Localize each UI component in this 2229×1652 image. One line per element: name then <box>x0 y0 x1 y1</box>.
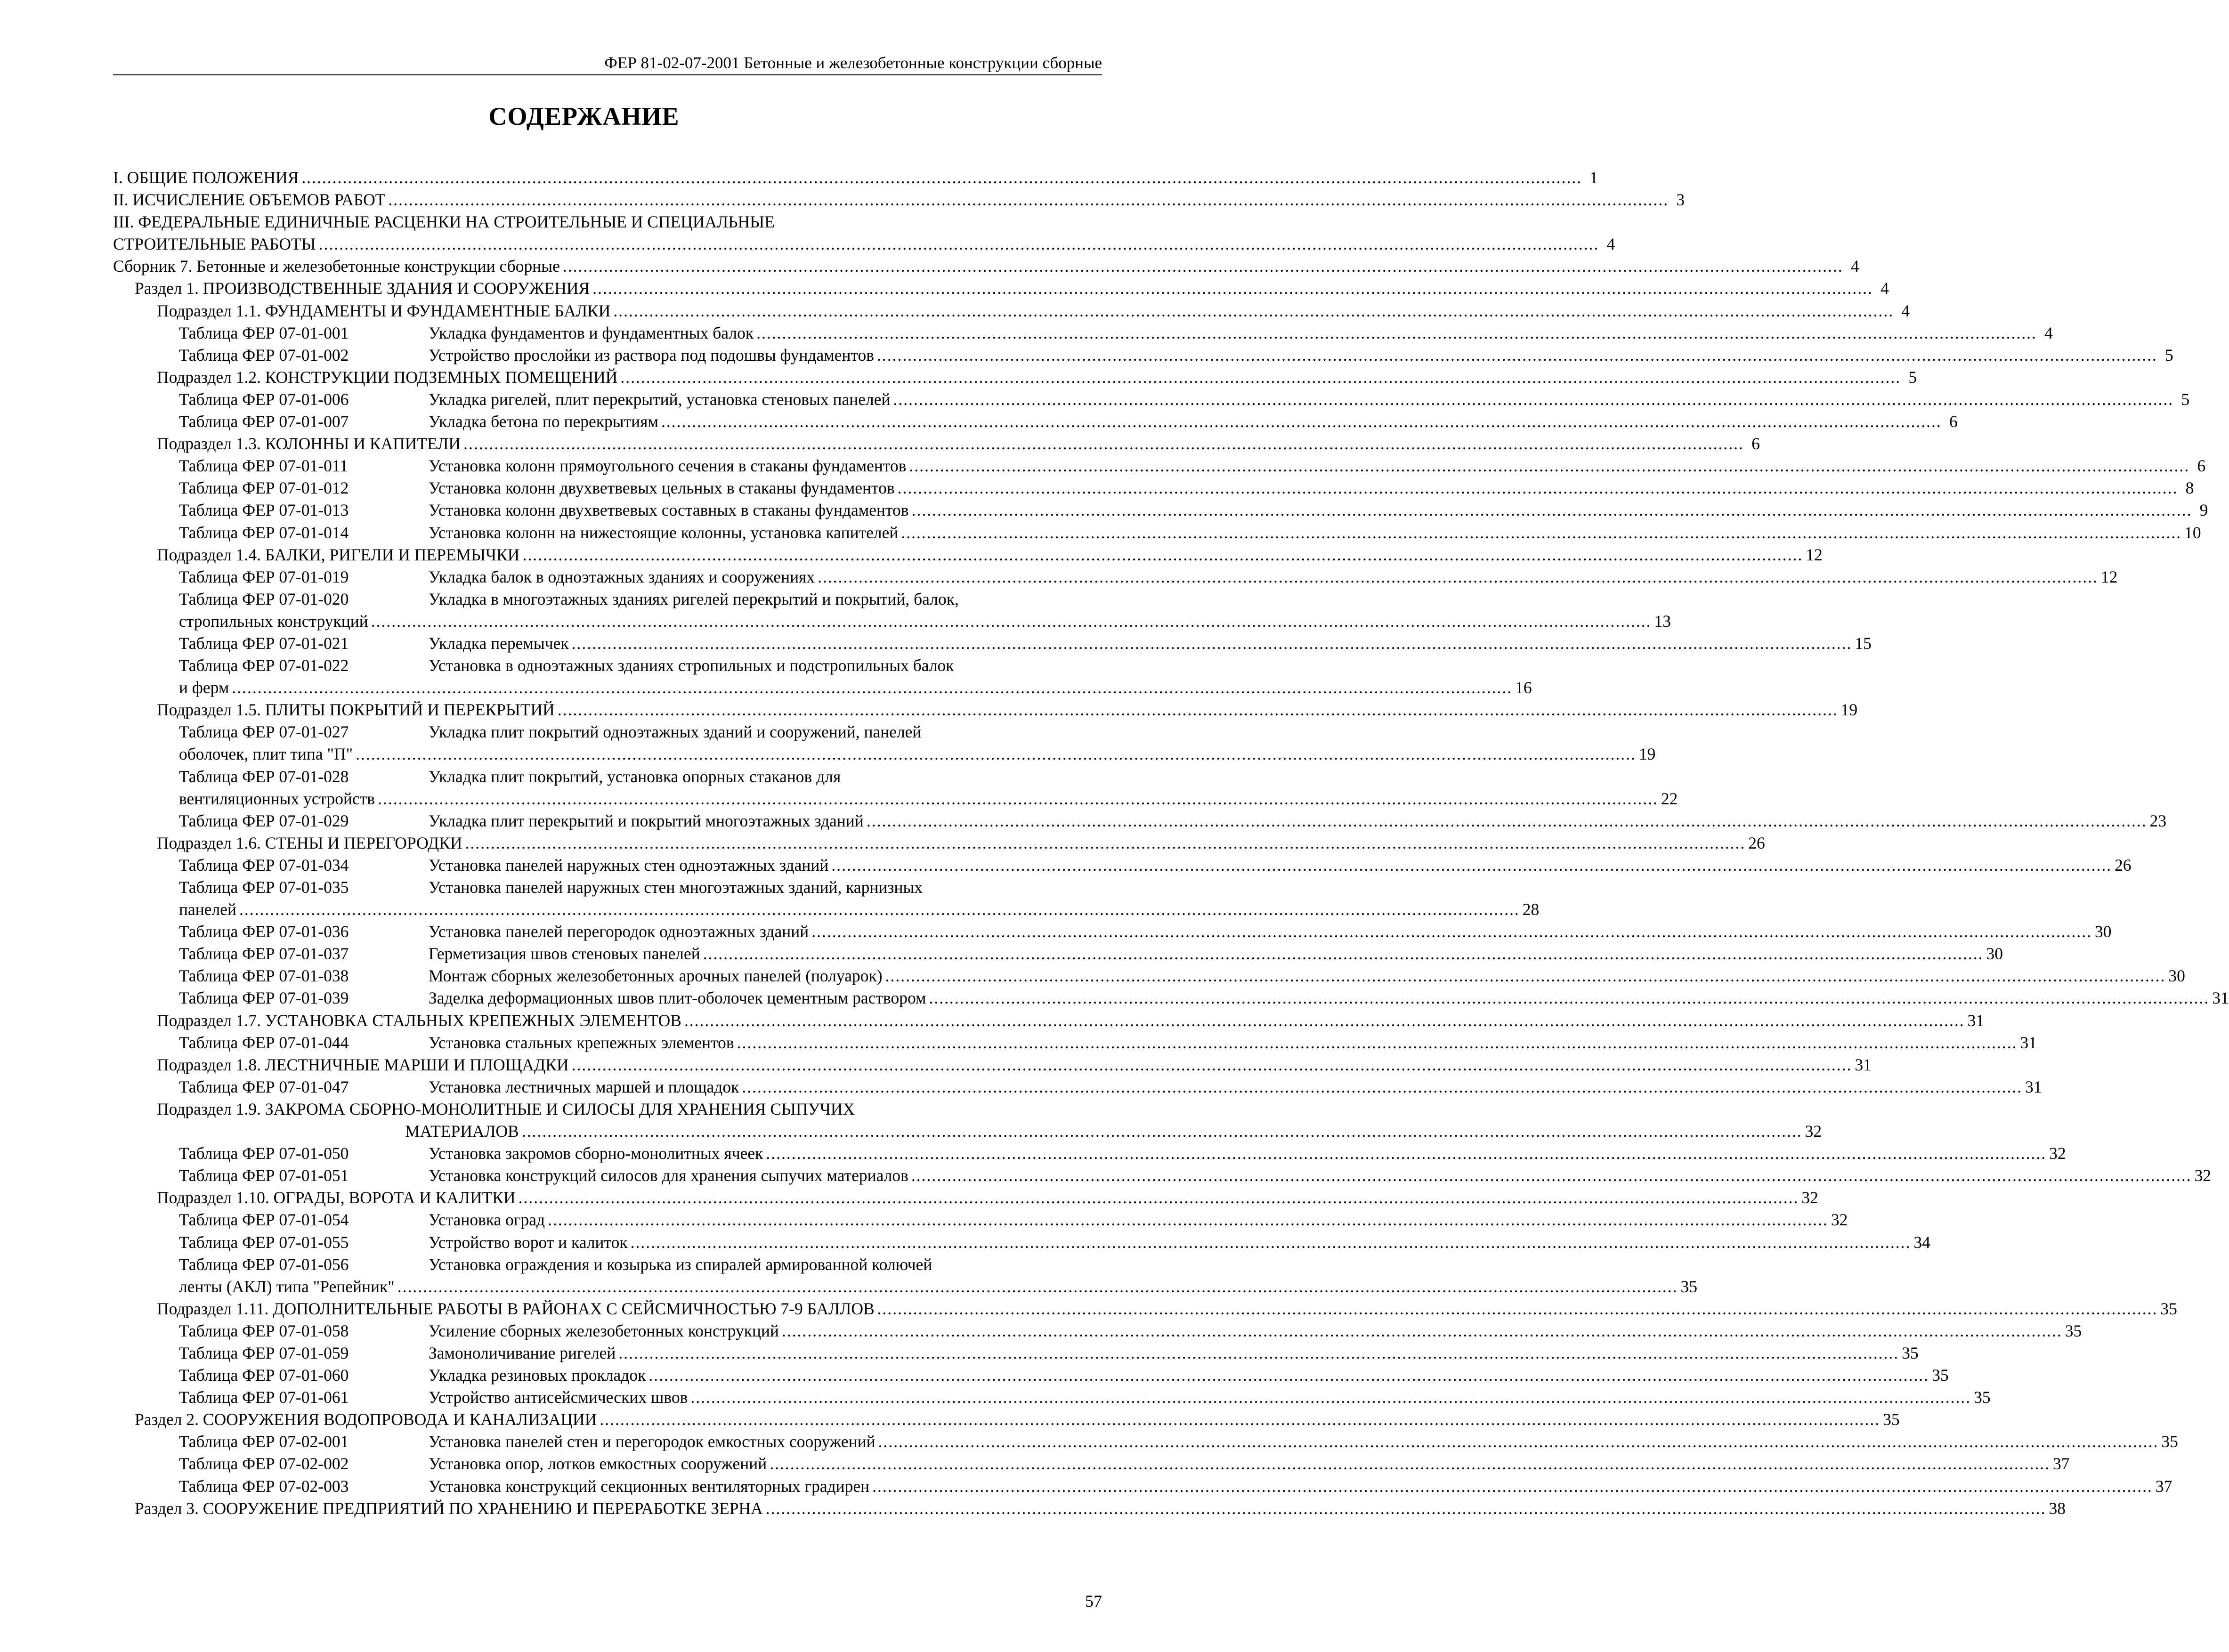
toc-leader: .......................................................................................................................................................................................................................................................... <box>872 1476 2153 1496</box>
toc-entry[interactable] <box>113 1187 1818 1209</box>
toc-entry-title: Подраздел 1.4. БАЛКИ, РИГЕЛИ И ПЕРЕМЫЧКИ <box>157 545 520 564</box>
toc-entry-title: Замоноличивание ригелей <box>429 1343 616 1362</box>
toc-page-number: 23 <box>2149 811 2167 830</box>
toc-table-code: Таблица ФЕР 07-01-013 <box>179 501 349 520</box>
toc-entry-line[interactable] <box>113 1254 1102 1276</box>
toc-leader: .......................................................................................................................................................................................................................................................... <box>571 1055 1852 1074</box>
toc-table-code: Таблица ФЕР 07-01-022 <box>179 656 349 675</box>
toc-entry-title: Установка панелей наружных стен одноэтажных зданий <box>429 855 829 875</box>
toc-entry[interactable] <box>113 1498 2066 1520</box>
toc-entry-line[interactable] <box>113 211 1102 233</box>
toc-entry[interactable] <box>113 1386 1991 1409</box>
toc-entry[interactable] <box>113 788 1678 810</box>
toc-entry[interactable] <box>113 1431 2178 1453</box>
toc-entry-title: Подраздел 1.5. ПЛИТЫ ПОКРЫТИЙ И ПЕРЕКРЫТИЙ <box>157 700 555 720</box>
toc-entry-title: Подраздел 1.9. ЗАКРОМА СБОРНО-МОНОЛИТНЫЕ И СИЛОСЫ ДЛЯ ХРАНЕНИЯ СЫПУЧИХ <box>157 1099 855 1118</box>
toc-table-code: Таблица ФЕР 07-01-037 <box>179 944 349 964</box>
toc-entry[interactable] <box>113 699 1858 721</box>
toc-table-code: Таблица ФЕР 07-01-012 <box>179 478 349 498</box>
toc-entry[interactable] <box>113 987 2229 1009</box>
toc-entry[interactable] <box>113 366 1917 389</box>
toc-entry[interactable] <box>113 810 2167 832</box>
toc-leader: .......................................................................................................................................................................................................................................................... <box>909 456 2190 476</box>
toc-leader: .......................................................................................................................................................................................................................................................... <box>522 545 1803 564</box>
toc-leader: .......................................................................................................................................................................................................................................................... <box>301 168 1582 187</box>
toc-entry[interactable] <box>113 544 1823 566</box>
toc-entry-title: Усиление сборных железобетонных конструкций <box>429 1321 779 1340</box>
toc-table-code: Таблица ФЕР 07-01-014 <box>179 523 349 542</box>
toc-entry[interactable] <box>113 1342 1919 1364</box>
toc-table-code: Таблица ФЕР 07-02-001 <box>179 1432 349 1451</box>
toc-entry[interactable] <box>113 921 2112 943</box>
toc-leader: .......................................................................................................................................................................................................................................................... <box>562 257 1843 276</box>
toc-entry-title: Укладка в многоэтажных зданиях ригелей перекрытий и покрытий, балок, <box>429 589 959 608</box>
toc-entry[interactable] <box>113 277 1889 300</box>
toc-leader: .......................................................................................................................................................................................................................................................... <box>239 900 1520 919</box>
toc-table-code: Таблица ФЕР 07-01-061 <box>179 1388 349 1407</box>
toc-table-code: Таблица ФЕР 07-01-035 <box>179 878 349 897</box>
toc-leader: .......................................................................................................................................................................................................................................................... <box>521 1122 1802 1141</box>
toc-entry-title: Укладка балок в одноэтажных зданиях и сооружениях <box>429 567 815 586</box>
toc-entry[interactable] <box>113 1276 1698 1298</box>
page-title: СОДЕРЖАНИЕ <box>488 102 680 130</box>
toc-leader: .......................................................................................................................................................................................................................................................... <box>831 855 2112 875</box>
toc-leader: .......................................................................................................................................................................................................................................................... <box>592 279 1873 298</box>
toc-table-code: Таблица ФЕР 07-01-001 <box>179 323 349 342</box>
toc-leader: .......................................................................................................................................................................................................................................................... <box>318 235 1599 254</box>
toc-entry-title: Установка оград <box>429 1210 545 1230</box>
toc-page-number: 28 <box>1522 900 1540 919</box>
toc-entry-title: Раздел 2. СООРУЖЕНИЯ ВОДОПРОВОДА И КАНАЛИЗАЦИИ <box>135 1410 597 1429</box>
toc-leader: .......................................................................................................................................................................................................................................................... <box>766 1144 2047 1163</box>
toc-page-number: 4 <box>1901 301 1910 320</box>
toc-leader: .......................................................................................................................................................................................................................................................... <box>613 301 1894 320</box>
toc-entry[interactable] <box>113 899 1540 921</box>
toc-table-code: Таблица ФЕР 07-01-029 <box>179 811 349 830</box>
toc-entry-title: Установка колонн прямоугольного сечения в стаканы фундаментов <box>429 456 907 476</box>
toc-entry-title: Установка колонн на нижестоящие колонны, установка капителей <box>429 523 899 542</box>
toc-leader: .......................................................................................................................................................................................................................................................... <box>378 789 1658 808</box>
toc-entry[interactable] <box>113 1209 1848 1231</box>
toc-leader: .......................................................................................................................................................................................................................................................... <box>397 1277 1678 1296</box>
toc-entry-title: Подраздел 1.6. СТЕНЫ И ПЕРЕГОРОДКИ <box>157 833 462 852</box>
page-number: 57 <box>1085 1592 1102 1611</box>
toc-page-number: 31 <box>2025 1077 2042 1096</box>
toc-page-number: 35 <box>2065 1321 2082 1340</box>
toc-entry-title: Укладка резиновых прокладок <box>429 1366 646 1385</box>
toc-table-code: Таблица ФЕР 07-01-055 <box>179 1232 349 1252</box>
toc-leader: .......................................................................................................................................................................................................................................................... <box>818 567 2098 586</box>
toc-page-number: 30 <box>1986 944 2003 964</box>
toc-page-number: 3 <box>1676 190 1685 210</box>
toc-page-number: 31 <box>2212 988 2229 1008</box>
toc-table-code: Таблица ФЕР 07-01-021 <box>179 633 349 653</box>
toc-entry[interactable] <box>113 1054 1872 1076</box>
toc-table-code: Таблица ФЕР 07-01-027 <box>179 722 349 742</box>
running-header: ФЕР 81-02-07-2001 Бетонные и железобетонные конструкции сборные <box>113 53 1102 75</box>
toc-leader: .......................................................................................................................................................................................................................................................... <box>866 811 2147 830</box>
toc-page-number: 32 <box>1801 1188 1818 1207</box>
toc-page-number: 12 <box>1806 545 1823 564</box>
toc-entry[interactable] <box>113 943 2003 965</box>
toc-leader: .......................................................................................................................................................................................................................................................... <box>618 1343 1899 1362</box>
toc-table-code: Таблица ФЕР 07-01-019 <box>179 567 349 586</box>
toc-leader: .......................................................................................................................................................................................................................................................... <box>811 922 2092 941</box>
toc-entry-title: Установка колонн двухветвевых цельных в стаканы фундаментов <box>429 478 895 498</box>
toc-entry-title: Установка панелей наружных стен многоэтажных зданий, карнизных <box>429 878 923 897</box>
toc-entry[interactable] <box>113 1298 2177 1320</box>
toc-page-number: 37 <box>2155 1476 2172 1496</box>
toc-page-number: 19 <box>1638 745 1656 764</box>
toc-leader: .......................................................................................................................................................................................................................................................... <box>770 1454 2050 1474</box>
toc-page-number: 35 <box>1680 1277 1698 1296</box>
toc-table-code: Таблица ФЕР 07-01-060 <box>179 1366 349 1385</box>
toc-leader: .......................................................................................................................................................................................................................................................... <box>703 944 1984 964</box>
toc-table-code: Таблица ФЕР 07-01-039 <box>179 988 349 1008</box>
toc-leader: .......................................................................................................................................................................................................................................................... <box>690 1388 1971 1407</box>
toc-entry-title-cont: ленты (АКЛ) типа "Репейник" <box>179 1277 395 1296</box>
toc-page-number: 31 <box>2020 1033 2037 1052</box>
toc-leader: .......................................................................................................................................................................................................................................................... <box>885 966 2166 986</box>
toc-page-number: 13 <box>1654 611 1671 631</box>
toc-leader: .......................................................................................................................................................................................................................................................... <box>737 1033 2018 1052</box>
toc-entry-line[interactable] <box>113 876 1102 899</box>
toc-entry-title: Подраздел 1.7. УСТАНОВКА СТАЛЬНЫХ КРЕПЕЖНЫХ ЭЛЕМЕНТОВ <box>157 1011 681 1030</box>
toc-entry[interactable] <box>113 233 1615 255</box>
toc-page-number: 32 <box>2049 1144 2066 1163</box>
toc-leader: .......................................................................................................................................................................................................................................................... <box>742 1077 2023 1096</box>
toc-entry-title: Подраздел 1.1. ФУНДАМЕНТЫ И ФУНДАМЕНТНЫЕ БАЛКИ <box>157 301 611 320</box>
toc-page-number: 6 <box>1751 434 1760 453</box>
toc-leader: .......................................................................................................................................................................................................................................................... <box>661 412 1942 431</box>
toc-page-number: 4 <box>1850 257 1859 276</box>
toc-entry[interactable] <box>113 610 1671 632</box>
toc-leader: .......................................................................................................................................................................................................................................................... <box>600 1410 1880 1429</box>
toc-entry[interactable] <box>113 433 1760 455</box>
toc-entry-title: Укладка фундаментов и фундаментных балок <box>429 323 754 342</box>
toc-page-number: 6 <box>2197 456 2206 476</box>
toc-leader: .......................................................................................................................................................................................................................................................... <box>877 345 2157 364</box>
toc-entry-title: II. ИСЧИСЛЕНИЕ ОБЪЕМОВ РАБОТ <box>113 190 386 210</box>
toc-entry-title: Устройство антисейсмических швов <box>429 1388 688 1407</box>
toc-page-number: 5 <box>2165 345 2173 364</box>
toc-entry-title: Укладка плит перекрытий и покрытий многоэтажных зданий <box>429 811 864 830</box>
toc-page-number: 37 <box>2052 1454 2070 1474</box>
toc-table-code: Таблица ФЕР 07-01-007 <box>179 412 349 431</box>
toc-entry-title: Укладка плит покрытий, установка опорных стаканов для <box>429 767 841 786</box>
toc-entry[interactable] <box>113 189 1685 211</box>
toc-page-number: 35 <box>1902 1343 1919 1362</box>
toc-entry-title: Установка в одноэтажных зданиях стропильных и подстропильных балок <box>429 656 954 675</box>
table-of-contents <box>113 167 2229 1520</box>
toc-page-number: 4 <box>2044 323 2053 342</box>
toc-page-number: 32 <box>2194 1166 2212 1185</box>
toc-entry-title: Установка ограждения и козырька из спиралей армированной колючей <box>429 1255 932 1274</box>
toc-page-number: 5 <box>2181 389 2190 409</box>
toc-entry-title: Установка стальных крепежных элементов <box>429 1033 734 1052</box>
toc-entry-title: Устройство прослойки из раствора под подошвы фундаментов <box>429 345 875 364</box>
toc-entry[interactable] <box>113 832 1765 854</box>
toc-entry-title: Укладка бетона по перекрытиям <box>429 412 658 431</box>
toc-page-number: 1 <box>1589 168 1598 187</box>
toc-leader: .......................................................................................................................................................................................................................................................... <box>911 1166 2192 1185</box>
toc-page-number: 31 <box>1855 1055 1872 1074</box>
toc-page-number: 9 <box>2199 501 2208 520</box>
toc-entry[interactable] <box>113 743 1656 765</box>
toc-entry-title: Установка закромов сборно-монолитных ячеек <box>429 1144 763 1163</box>
toc-leader: .......................................................................................................................................................................................................................................................... <box>620 367 1901 387</box>
toc-entry-title: Установка опор, лотков емкостных сооружений <box>429 1454 767 1474</box>
toc-entry-title: Монтаж сборных железобетонных арочных панелей (полуарок) <box>429 966 883 986</box>
toc-table-code: Таблица ФЕР 07-02-002 <box>179 1454 349 1474</box>
toc-entry-title: Заделка деформационных швов плит-оболочек цементным раствором <box>429 988 926 1008</box>
toc-page-number: 31 <box>1967 1011 1985 1030</box>
toc-page-number: 16 <box>1515 678 1532 697</box>
toc-table-code: Таблица ФЕР 07-01-047 <box>179 1077 349 1096</box>
toc-entry[interactable] <box>113 566 2118 588</box>
toc-leader: .......................................................................................................................................................................................................................................................... <box>571 633 1852 653</box>
toc-leader: .......................................................................................................................................................................................................................................................... <box>463 434 1744 453</box>
toc-entry-title: Укладка ригелей, плит перекрытий, установка стеновых панелей <box>429 389 891 409</box>
toc-leader: .......................................................................................................................................................................................................................................................... <box>901 523 2182 542</box>
toc-entry[interactable] <box>113 1142 2066 1165</box>
toc-entry[interactable] <box>113 677 1532 699</box>
toc-page-number: 8 <box>2185 478 2194 498</box>
toc-entry[interactable] <box>113 499 2208 521</box>
toc-entry-title: Установка колонн двухветвевых составных в стаканы фундаментов <box>429 501 909 520</box>
toc-page-number: 35 <box>2161 1432 2178 1451</box>
toc-entry[interactable] <box>113 1165 2212 1187</box>
toc-entry-title-cont: МАТЕРИАЛОВ <box>405 1122 519 1141</box>
toc-page-number: 30 <box>2168 966 2185 986</box>
toc-page-number: 38 <box>2049 1498 2066 1518</box>
toc-page-number: 35 <box>2160 1299 2177 1318</box>
toc-table-code: Таблица ФЕР 07-01-028 <box>179 767 349 786</box>
toc-page-number: 4 <box>1880 279 1889 298</box>
toc-entry[interactable] <box>113 1453 2070 1475</box>
toc-leader: .......................................................................................................................................................................................................................................................... <box>684 1011 1965 1030</box>
toc-entry-line[interactable] <box>113 721 1102 743</box>
toc-page-number: 5 <box>1908 367 1917 387</box>
toc-table-code: Таблица ФЕР 07-01-054 <box>179 1210 349 1230</box>
toc-leader: .......................................................................................................................................................................................................................................................... <box>548 1210 1828 1230</box>
toc-leader: .......................................................................................................................................................................................................................................................... <box>878 1432 2159 1451</box>
toc-entry-title-cont: стропильных конструкций <box>179 611 368 631</box>
toc-leader: .......................................................................................................................................................................................................................................................... <box>648 1366 1929 1385</box>
toc-entry[interactable] <box>113 389 2190 411</box>
toc-entry[interactable] <box>113 1120 1822 1142</box>
toc-page-number: 4 <box>1606 235 1615 254</box>
toc-entry[interactable] <box>113 300 1910 322</box>
toc-entry[interactable] <box>113 1320 2082 1342</box>
toc-page-number: 10 <box>2184 523 2201 542</box>
toc-entry-title: Подраздел 1.3. КОЛОННЫ И КАПИТЕЛИ <box>157 434 461 453</box>
toc-page-number: 6 <box>1949 412 1958 431</box>
toc-leader: .......................................................................................................................................................................................................................................................... <box>897 478 2178 498</box>
toc-entry-title: Устройство ворот и калиток <box>429 1232 628 1252</box>
toc-entry-title: Герметизация швов стеновых панелей <box>429 944 700 964</box>
toc-table-code: Таблица ФЕР 07-01-036 <box>179 922 349 941</box>
toc-page-number: 12 <box>2100 567 2118 586</box>
toc-page-number: 22 <box>1661 789 1678 808</box>
toc-table-code: Таблица ФЕР 07-01-006 <box>179 389 349 409</box>
toc-entry[interactable] <box>113 1076 2042 1098</box>
toc-entry-title: I. ОБЩИЕ ПОЛОЖЕНИЯ <box>113 168 299 187</box>
toc-entry[interactable] <box>113 1409 1900 1431</box>
toc-leader: .......................................................................................................................................................................................................................................................... <box>877 1299 2158 1318</box>
toc-table-code: Таблица ФЕР 07-01-044 <box>179 1033 349 1052</box>
toc-entry-title: Подраздел 1.2. КОНСТРУКЦИИ ПОДЗЕМНЫХ ПОМЕЩЕНИЙ <box>157 367 618 387</box>
toc-entry[interactable] <box>113 632 1872 655</box>
toc-entry-line[interactable] <box>113 766 1102 788</box>
toc-entry-title: Установка панелей стен и перегородок емкостных сооружений <box>429 1432 875 1451</box>
toc-entry[interactable] <box>113 1032 2037 1054</box>
toc-table-code: Таблица ФЕР 07-01-011 <box>179 456 349 476</box>
toc-entry[interactable] <box>113 411 1958 433</box>
toc-leader: .......................................................................................................................................................................................................................................................... <box>232 678 1513 697</box>
toc-page-number: 35 <box>1883 1410 1900 1429</box>
toc-leader: .......................................................................................................................................................................................................................................................... <box>371 611 1652 631</box>
toc-entry-title: Установка конструкций силосов для хранения сыпучих материалов <box>429 1166 908 1185</box>
toc-leader: .......................................................................................................................................................................................................................................................... <box>893 389 2174 409</box>
toc-entry-title: Укладка перемычек <box>429 633 569 653</box>
toc-entry-title-cont: панелей <box>179 900 236 919</box>
toc-entry-title-cont: и ферм <box>179 678 229 697</box>
toc-entry-title: Подраздел 1.10. ОГРАДЫ, ВОРОТА И КАЛИТКИ <box>157 1188 516 1207</box>
toc-entry[interactable] <box>113 1364 1949 1386</box>
toc-entry-title: Подраздел 1.11. ДОПОЛНИТЕЛЬНЫЕ РАБОТЫ В РАЙОНАХ С СЕЙСМИЧНОСТЬЮ 7-9 БАЛЛОВ <box>157 1299 875 1318</box>
toc-entry-title: Установка лестничных маршей и площадок <box>429 1077 739 1096</box>
toc-entry-title: Раздел 3. СООРУЖЕНИЕ ПРЕДПРИЯТИЙ ПО ХРАНЕНИЮ И ПЕРЕРАБОТКЕ ЗЕРНА <box>135 1498 763 1518</box>
toc-leader: .......................................................................................................................................................................................................................................................... <box>465 833 1746 852</box>
toc-entry[interactable] <box>113 455 2206 477</box>
toc-page-number: 35 <box>1932 1366 1949 1385</box>
toc-table-code: Таблица ФЕР 07-02-003 <box>179 1476 349 1496</box>
toc-entry[interactable] <box>113 1475 2172 1498</box>
toc-entry[interactable] <box>113 522 2201 544</box>
toc-leader: .......................................................................................................................................................................................................................................................... <box>557 700 1838 720</box>
toc-page-number: 26 <box>2115 855 2132 875</box>
toc-entry[interactable] <box>113 255 1859 277</box>
toc-page-number: 34 <box>1913 1232 1930 1252</box>
toc-leader: .......................................................................................................................................................................................................................................................... <box>356 745 1636 764</box>
toc-entry-title-cont: оболочек, плит типа "П" <box>179 745 353 764</box>
toc-entry[interactable] <box>113 477 2194 499</box>
toc-table-code: Таблица ФЕР 07-01-056 <box>179 1255 349 1274</box>
toc-entry-title: Установка панелей перегородок одноэтажных зданий <box>429 922 809 941</box>
toc-page-number: 35 <box>1974 1388 1991 1407</box>
toc-page-number: 30 <box>2095 922 2112 941</box>
toc-leader: .......................................................................................................................................................................................................................................................... <box>765 1498 2046 1518</box>
toc-entry[interactable] <box>113 344 2173 366</box>
toc-entry-title: Сборник 7. Бетонные и железобетонные конструкции сборные <box>113 257 560 276</box>
toc-entry-line[interactable] <box>113 655 1102 677</box>
toc-table-code: Таблица ФЕР 07-01-020 <box>179 589 349 608</box>
toc-entry-title: III. ФЕДЕРАЛЬНЫЕ ЕДИНИЧНЫЕ РАСЦЕНКИ НА СТРОИТЕЛЬНЫЕ И СПЕЦИАЛЬНЫЕ <box>113 212 775 232</box>
toc-leader: .......................................................................................................................................................................................................................................................... <box>630 1232 1911 1252</box>
toc-table-code: Таблица ФЕР 07-01-050 <box>179 1144 349 1163</box>
toc-entry-line[interactable] <box>113 1098 1102 1120</box>
toc-page-number: 19 <box>1840 700 1858 720</box>
toc-entry-title: Установка конструкций секционных вентиляторных градирен <box>429 1476 870 1496</box>
toc-table-code: Таблица ФЕР 07-01-002 <box>179 345 349 364</box>
toc-table-code: Таблица ФЕР 07-01-034 <box>179 855 349 875</box>
toc-entry[interactable] <box>113 965 2185 987</box>
toc-page-number: 32 <box>1805 1122 1822 1141</box>
toc-entry[interactable] <box>113 322 2053 344</box>
toc-page-number: 15 <box>1855 633 1872 653</box>
toc-table-code: Таблица ФЕР 07-01-058 <box>179 1321 349 1340</box>
toc-page-number: 26 <box>1748 833 1765 852</box>
toc-entry-title: Раздел 1. ПРОИЗВОДСТВЕННЫЕ ЗДАНИЯ И СООРУЖЕНИЯ <box>135 279 590 298</box>
toc-entry-title: Подраздел 1.8. ЛЕСТНИЧНЫЕ МАРШИ И ПЛОЩАДКИ <box>157 1055 569 1074</box>
toc-entry-title-cont: вентиляционных устройств <box>179 789 375 808</box>
toc-entry-title: Укладка плит покрытий одноэтажных зданий и сооружений, панелей <box>429 722 922 742</box>
toc-table-code: Таблица ФЕР 07-01-038 <box>179 966 349 986</box>
toc-leader: .......................................................................................................................................................................................................................................................... <box>388 190 1669 210</box>
toc-leader: .......................................................................................................................................................................................................................................................... <box>756 323 2037 342</box>
toc-entry-title-cont: СТРОИТЕЛЬНЫЕ РАБОТЫ <box>113 235 316 254</box>
toc-leader: .......................................................................................................................................................................................................................................................... <box>929 988 2210 1008</box>
toc-page-number: 32 <box>1831 1210 1848 1230</box>
toc-entry[interactable] <box>113 1010 1985 1032</box>
toc-leader: .......................................................................................................................................................................................................................................................... <box>782 1321 2062 1340</box>
toc-entry[interactable] <box>113 854 2132 876</box>
toc-entry-line[interactable] <box>113 588 1102 610</box>
toc-leader: .......................................................................................................................................................................................................................................................... <box>518 1188 1799 1207</box>
toc-entry[interactable] <box>113 167 1598 189</box>
toc-table-code: Таблица ФЕР 07-01-051 <box>179 1166 349 1185</box>
toc-entry[interactable] <box>113 1231 1930 1254</box>
toc-leader: .......................................................................................................................................................................................................................................................... <box>911 501 2192 520</box>
toc-table-code: Таблица ФЕР 07-01-059 <box>179 1343 349 1362</box>
